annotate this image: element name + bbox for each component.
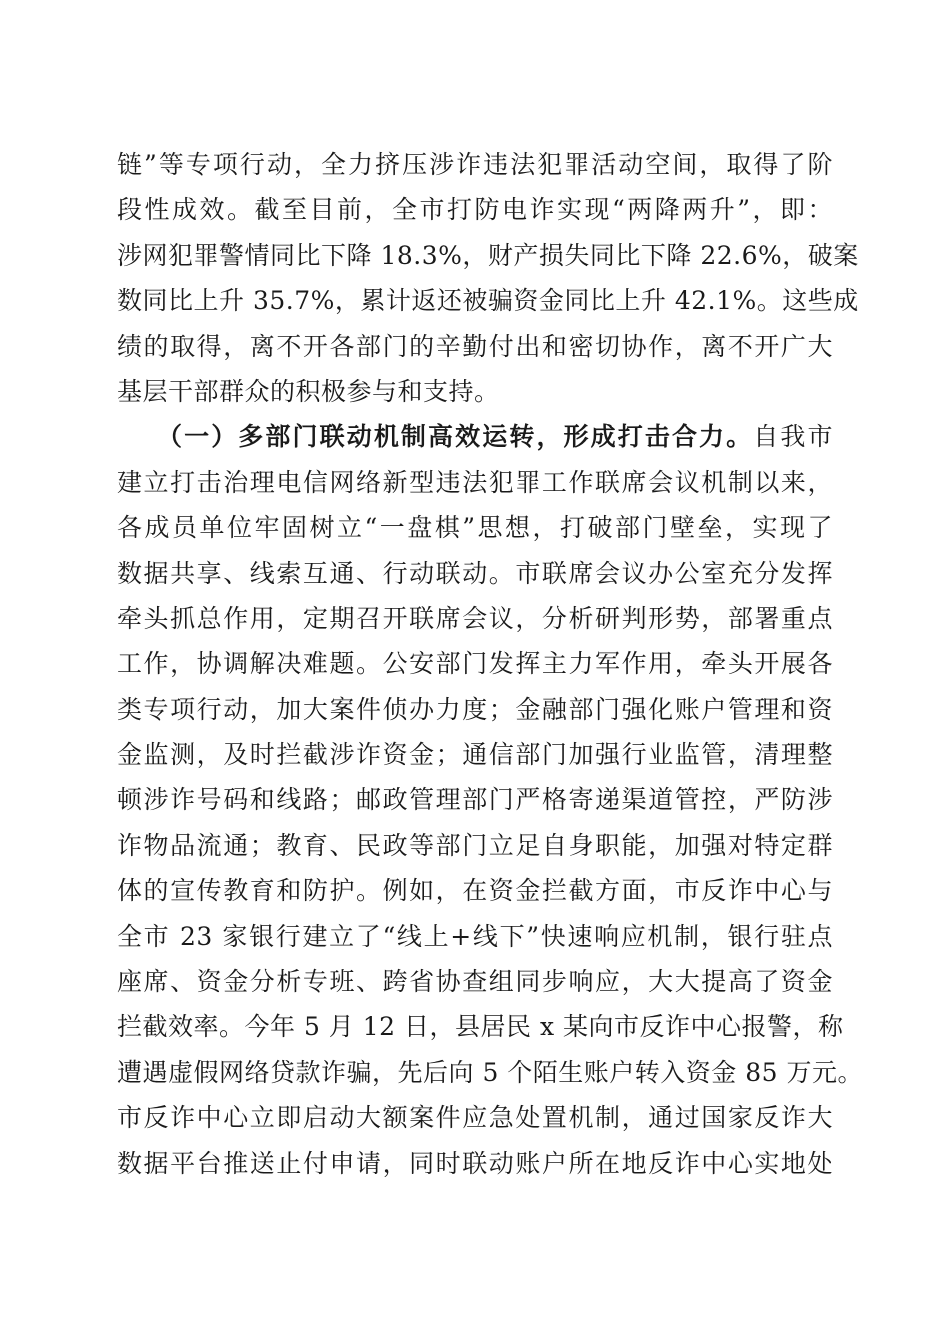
paragraph-line: 拦截效率。今年 5 月 12 日，县居民 x 某向市反诈中心报警，称 (117, 1012, 844, 1042)
paragraph-line: 涉网犯罪警情同比下降 18.3%，财产损失同比下降 22.6%，破案 (117, 240, 859, 270)
paragraph-line: 体的宣传教育和防护。例如，在资金拦截方面，市反诈中心与 (117, 876, 833, 906)
paragraph-line: 工作，协调解决难题。公安部门发挥主力军作用，牵头开展各 (117, 649, 833, 679)
body-text (117, 142, 864, 1231)
section-heading-line (117, 414, 833, 459)
paragraph-line: 全市 23 家银行建立了“线上+线下”快速响应机制，银行驻点 (117, 921, 833, 951)
paragraph-line: 数同比上升 35.7%，累计返还被骗资金同比上升 42.1%。这些成 (117, 286, 859, 316)
paragraph-line: 座席、资金分析专班、跨省协查组同步响应，大大提高了资金 (117, 967, 833, 997)
paragraph-line: 链”等专项行动，全力挤压涉诈违法犯罪活动空间，取得了阶 (117, 150, 833, 179)
paragraph-line: 数据共享、线索互通、行动联动。市联席会议办公室充分发挥 (117, 558, 833, 588)
paragraph-text: 自我市 (753, 422, 833, 452)
paragraph-line: 市反诈中心立即启动大额案件应急处置机制，通过国家反诈大 (117, 1103, 833, 1133)
paragraph-line: 遭遇虚假网络贷款诈骗，先后向 5 个陌生账户转入资金 85 万元。 (117, 1057, 864, 1087)
paragraph-line: 建立打击治理电信网络新型违法犯罪工作联席会议机制以来， (117, 467, 833, 497)
section-heading: （一）多部门联动机制高效运转，形成打击合力。 (157, 422, 754, 452)
paragraph-line: 类专项行动，加大案件侦办力度；金融部门强化账户管理和资 (117, 694, 833, 724)
paragraph-line: 基层干部群众的积极参与和支持。 (117, 376, 500, 406)
paragraph-line: 诈物品流通；教育、民政等部门立足自身职能，加强对特定群 (117, 830, 833, 860)
paragraph-line: 牵头抓总作用，定期召开联席会议，分析研判形势，部署重点 (117, 603, 833, 633)
paragraph-line: 段性成效。截至目前，全市打防电诈实现“两降两升”，即： (117, 195, 833, 225)
paragraph-line: 各成员单位牢固树立“一盘棋”思想，打破部门壁垒，实现了 (117, 513, 833, 543)
paragraph-line (117, 1186, 833, 1231)
paragraph-line: 金监测，及时拦截涉诈资金；通信部门加强行业监管，清理整 (117, 740, 833, 770)
paragraph-line: 顿涉诈号码和线路；邮政管理部门严格寄递渠道管控，严防涉 (117, 785, 833, 815)
paragraph-line: 数据平台推送止付申请，同时联动账户所在地反诈中心实地处 (117, 1148, 833, 1178)
paragraph-line: 绩的取得，离不开各部门的辛勤付出和密切协作，离不开广大 (117, 331, 833, 361)
